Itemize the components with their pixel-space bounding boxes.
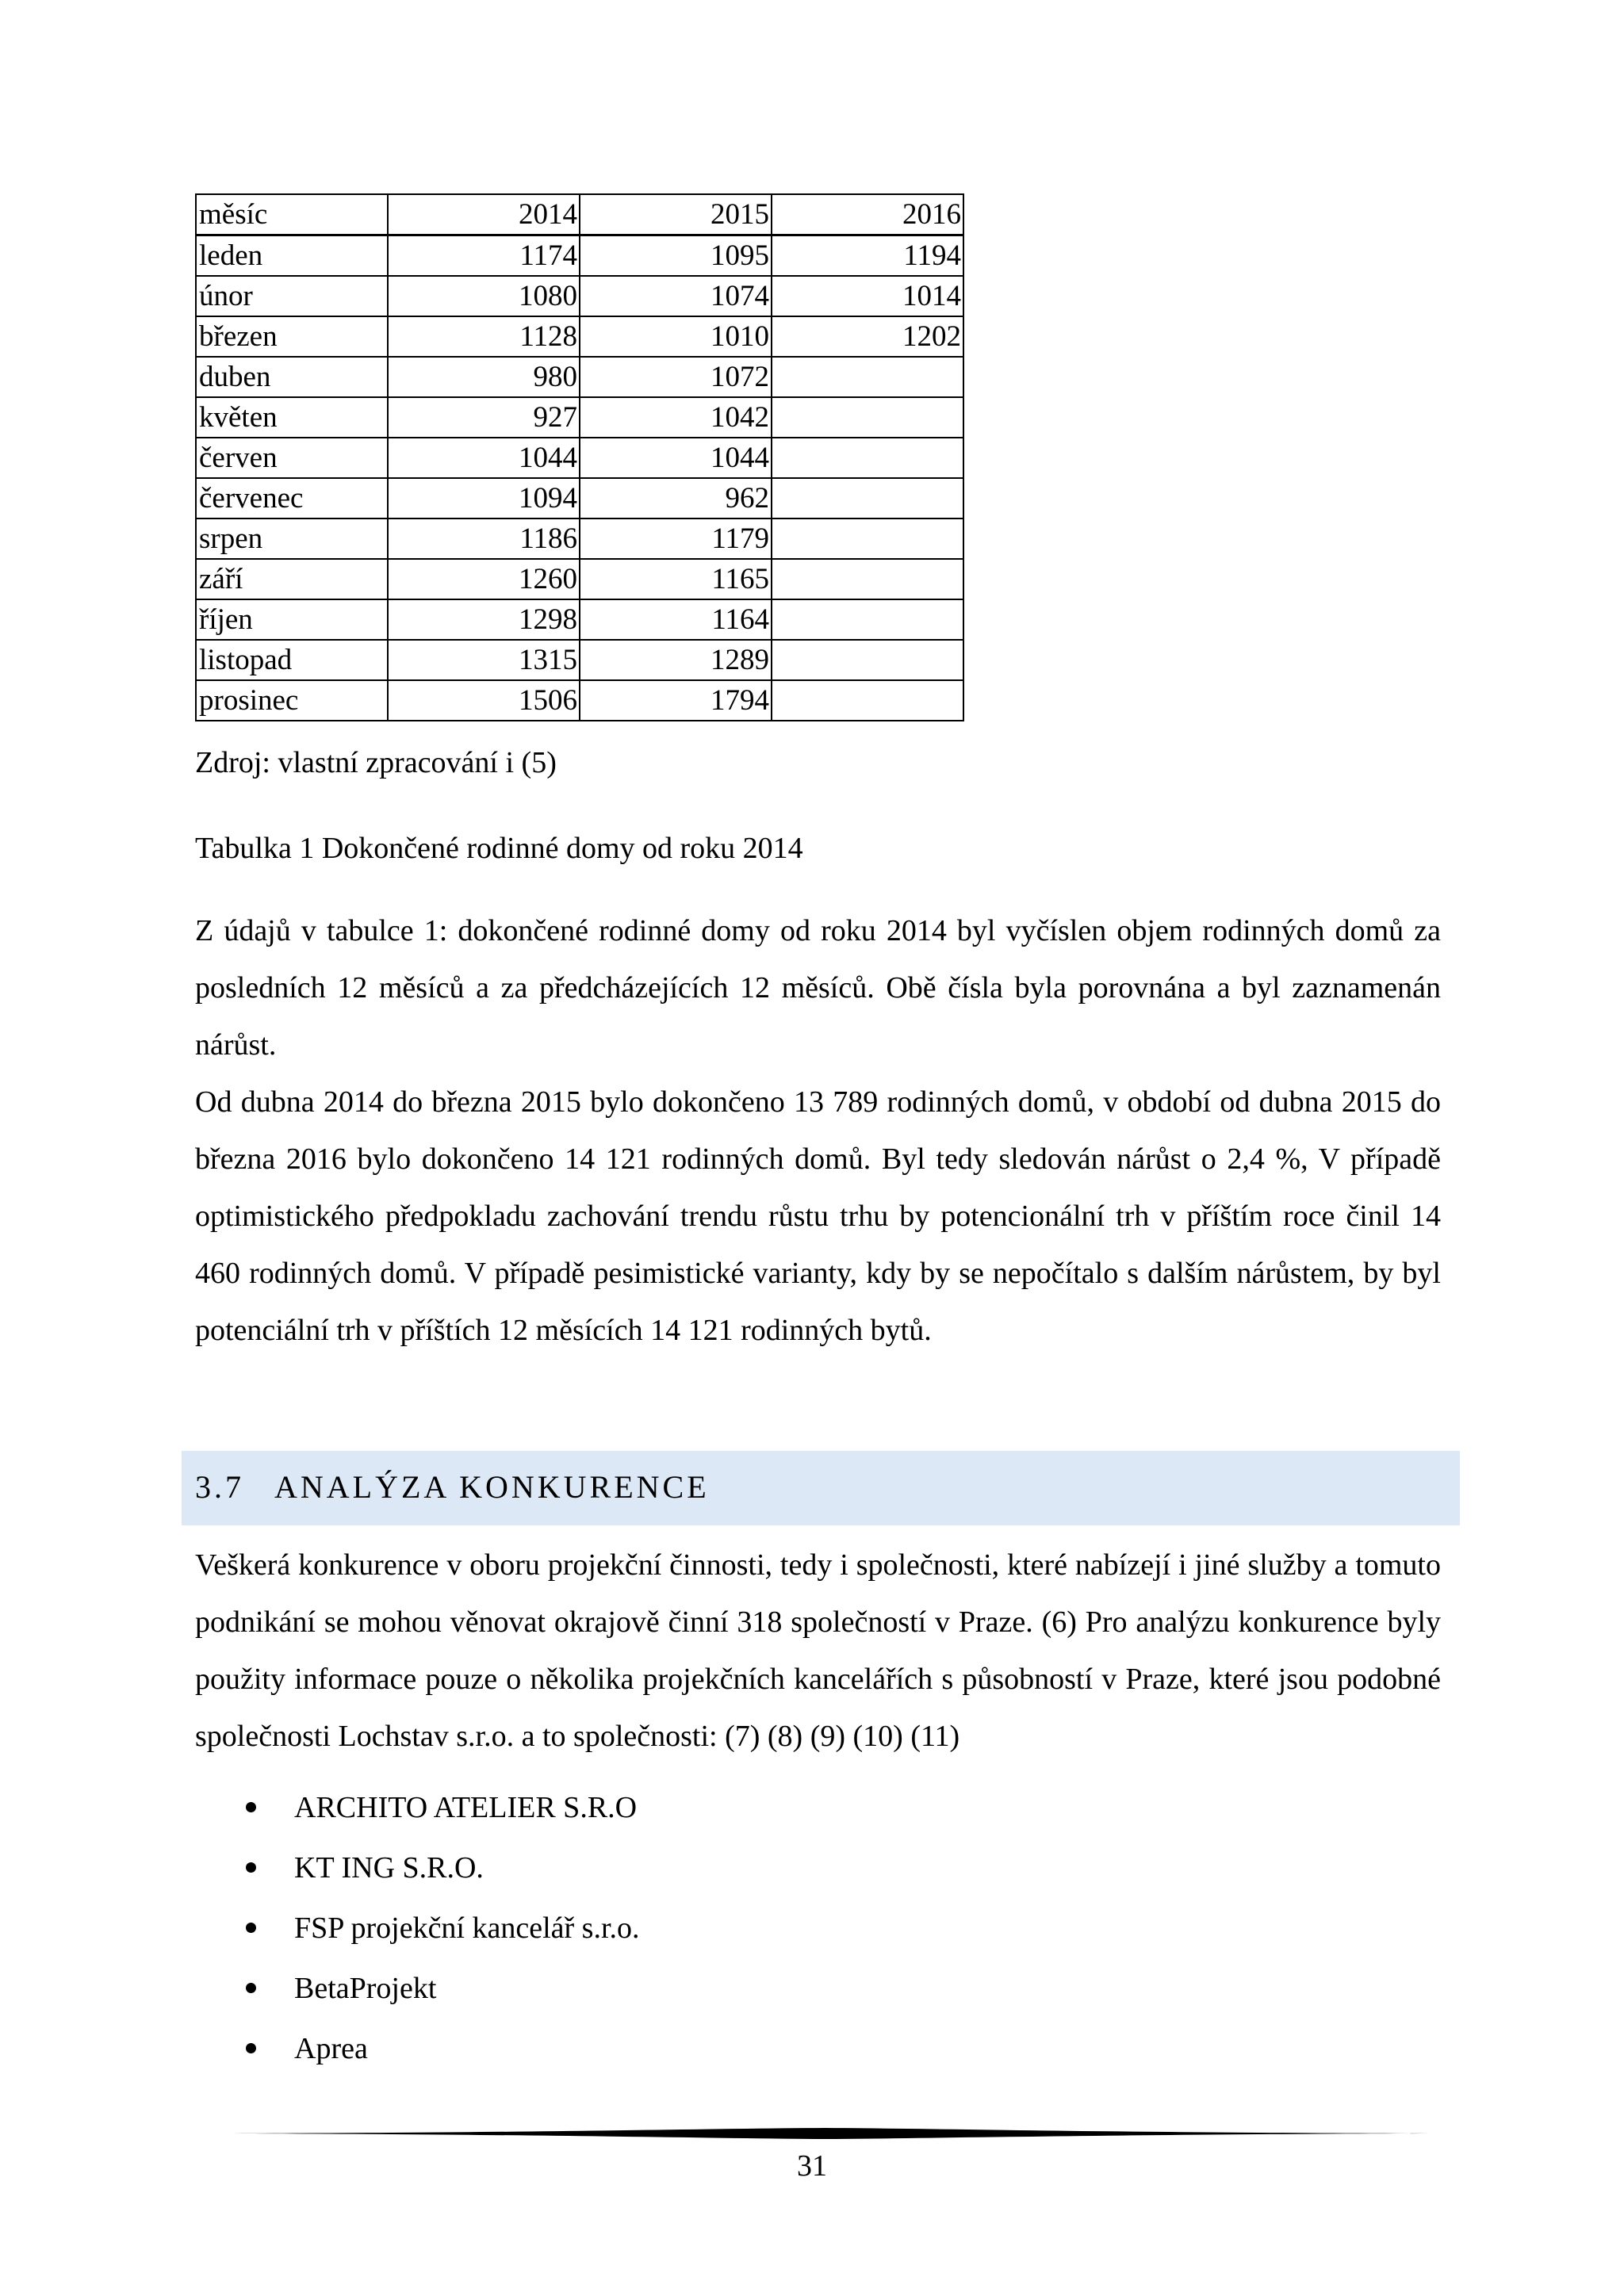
- cell: 1315: [388, 640, 580, 680]
- cell: 1260: [388, 559, 580, 599]
- paragraph-competition: Veškerá konkurence v oboru projekční činnosti, tedy i společnosti, které nabízejí i jiné služby a tomuto podnikání se mohou věnovat okrajově činní 318 společností v Praze. (6) Pro analýzu konkurence byly použity informace pouze o několika projekčních kancelářích s působností v Praze, které jsou podobné společnosti Lochstav s.r.o. a to společnosti: (7) (8) (9) (10) (11): [195, 1548, 1441, 1753]
- list-item: [195, 1849, 640, 1909]
- table-row: [196, 316, 963, 357]
- cell: 1179: [580, 519, 772, 559]
- section-heading: [182, 1451, 1460, 1525]
- table-row: [196, 640, 963, 680]
- paragraph-table-summary: Z údajů v tabulce 1: dokončené rodinné domy od roku 2014 byl vyčíslen objem rodinných domů za posledních 12 měsíců a za předcházejících 12 měsíců. Obě čísla byla porovnána a byl zaznamenán nárůst.: [195, 914, 1441, 1062]
- cell: 980: [388, 357, 580, 397]
- row-label: srpen: [196, 519, 388, 559]
- list-item-label: BetaProjekt: [294, 1972, 437, 2005]
- bullet-icon: [246, 1983, 256, 1993]
- section-title: ANALÝZA KONKURENCE: [274, 1469, 710, 1505]
- cell: [772, 680, 963, 721]
- cell: 1298: [388, 599, 580, 640]
- list-item-label: ARCHITO ATELIER S.R.O: [294, 1791, 638, 1824]
- section-number: 3.7: [195, 1469, 244, 1505]
- cell: 1202: [772, 316, 963, 357]
- cell: 1194: [772, 235, 963, 277]
- cell: 1095: [580, 235, 772, 277]
- cell: 1044: [388, 438, 580, 478]
- cell: 1289: [580, 640, 772, 680]
- bullet-icon: [246, 1923, 256, 1933]
- list-item-label: Aprea: [294, 2032, 368, 2065]
- row-label: říjen: [196, 599, 388, 640]
- table-row: [196, 599, 963, 640]
- cell: 1074: [580, 276, 772, 316]
- table-row: [196, 559, 963, 599]
- header-month: měsíc: [196, 194, 388, 235]
- bullet-icon: [246, 1802, 256, 1812]
- table-header-row: [196, 194, 963, 235]
- cell: 1014: [772, 276, 963, 316]
- row-label: květen: [196, 397, 388, 438]
- row-label: duben: [196, 357, 388, 397]
- row-label: listopad: [196, 640, 388, 680]
- header-year-2015: 2015: [580, 194, 772, 235]
- cell: 1010: [580, 316, 772, 357]
- table-row: [196, 235, 963, 277]
- table-row: [196, 276, 963, 316]
- table-row: [196, 397, 963, 438]
- cell: 1128: [388, 316, 580, 357]
- cell: 1094: [388, 478, 580, 519]
- table-source-note: Zdroj: vlastní zpracování i (5): [195, 746, 557, 779]
- cell: 1042: [580, 397, 772, 438]
- header-year-2014: 2014: [388, 194, 580, 235]
- table-row: [196, 438, 963, 478]
- cell: [772, 478, 963, 519]
- paragraph-growth-analysis: Od dubna 2014 do března 2015 bylo dokončeno 13 789 rodinných domů, v období od dubna 2015 do března 2016 bylo dokončeno 14 121 rodinných domů. Byl tedy sledován nárůst o 2,4 %, V případě optimistického předpokladu zachování trendu růstu trhu by potencionální trh v příštím roce činil 14 460 rodinných domů. V případě pesimistické varianty, kdy by se nepočítalo s dalším nárůstem, by byl potenciální trh v příštích 12 měsících 14 121 rodinných bytů.: [195, 1085, 1441, 1347]
- cell: 927: [388, 397, 580, 438]
- cell: [772, 559, 963, 599]
- footer-divider: [223, 2127, 1429, 2140]
- cell: 1164: [580, 599, 772, 640]
- cell: 962: [580, 478, 772, 519]
- list-item: [195, 2030, 640, 2090]
- bullet-icon: [246, 1862, 256, 1873]
- cell: [772, 438, 963, 478]
- table-row: [196, 357, 963, 397]
- cell: 1165: [580, 559, 772, 599]
- cell: [772, 599, 963, 640]
- cell: [772, 357, 963, 397]
- cell: 1072: [580, 357, 772, 397]
- list-item: [195, 1789, 640, 1849]
- list-item-label: KT ING S.R.O.: [294, 1851, 484, 1885]
- list-item: [195, 1969, 640, 2030]
- list-item: [195, 1909, 640, 1969]
- row-label: červenec: [196, 478, 388, 519]
- cell: 1506: [388, 680, 580, 721]
- page-number: 31: [797, 2149, 827, 2183]
- table-row: [196, 478, 963, 519]
- cell: [772, 640, 963, 680]
- header-year-2016: 2016: [772, 194, 963, 235]
- row-label: září: [196, 559, 388, 599]
- cell: 1044: [580, 438, 772, 478]
- cell: 1186: [388, 519, 580, 559]
- row-label: prosinec: [196, 680, 388, 721]
- row-label: únor: [196, 276, 388, 316]
- cell: [772, 519, 963, 559]
- cell: 1174: [388, 235, 580, 277]
- row-label: červen: [196, 438, 388, 478]
- row-label: leden: [196, 235, 388, 277]
- table-caption: Tabulka 1 Dokončené rodinné domy od roku 2014: [195, 832, 803, 865]
- cell: 1794: [580, 680, 772, 721]
- list-item-label: FSP projekční kancelář s.r.o.: [294, 1911, 640, 1945]
- monthly-data-table: [195, 193, 964, 721]
- competitor-list: [195, 1789, 640, 2090]
- bullet-icon: [246, 2043, 256, 2053]
- table-row: [196, 680, 963, 721]
- table-row: [196, 519, 963, 559]
- row-label: březen: [196, 316, 388, 357]
- cell: 1080: [388, 276, 580, 316]
- cell: [772, 397, 963, 438]
